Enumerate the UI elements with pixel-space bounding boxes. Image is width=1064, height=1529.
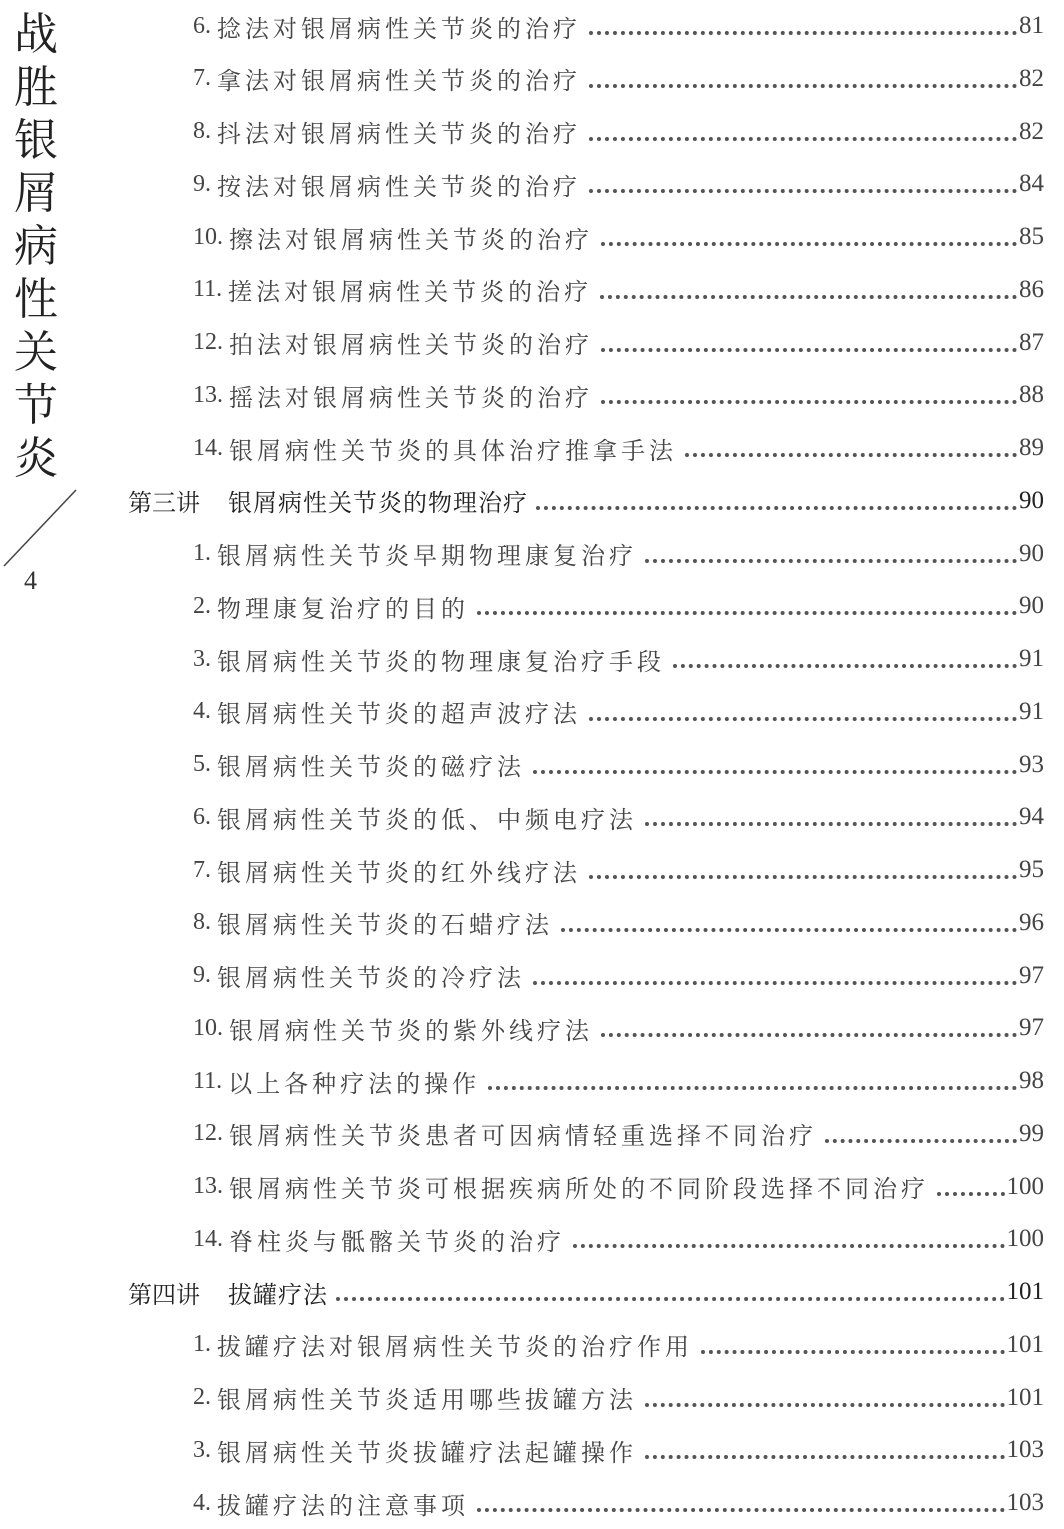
- toc-entry-number: 14.: [193, 434, 223, 461]
- dot-leader: [477, 611, 1017, 615]
- dot-leader: [536, 506, 1017, 510]
- dot-leader: [645, 1403, 1005, 1407]
- toc-entry[interactable]: [193, 270, 1044, 310]
- toc-entry[interactable]: [193, 797, 1044, 837]
- toc-entry[interactable]: [193, 692, 1044, 732]
- toc-entry-label: 拔罐疗法的注意事项: [217, 1493, 469, 1520]
- toc-entry[interactable]: [193, 6, 1044, 46]
- toc-entry-number: 5.: [193, 751, 211, 777]
- dot-leader: [573, 1244, 1005, 1248]
- toc-entry-number: 1.: [193, 540, 211, 566]
- toc-entry[interactable]: [193, 639, 1044, 679]
- toc-entry-number: 3.: [193, 1436, 211, 1463]
- toc-entry-page: 90: [1019, 486, 1044, 514]
- toc-entry-number: 12.: [193, 1120, 223, 1147]
- toc-entry-number: 13.: [193, 381, 223, 408]
- toc-entry-page: 91: [1019, 697, 1044, 725]
- toc-entry-label: 以上各种疗法的操作: [228, 1071, 481, 1098]
- dot-leader: [589, 137, 1017, 141]
- toc-entry-label: 银屑病性关节炎的紫外线疗法: [229, 1018, 593, 1045]
- toc-entry[interactable]: [193, 956, 1044, 996]
- toc-entry-number: 第三讲: [128, 490, 200, 518]
- toc-entry[interactable]: [193, 112, 1044, 152]
- toc-entry-label: 银屑病性关节炎适用哪些拔罐方法: [217, 1388, 637, 1414]
- toc-entry-label: 银屑病性关节炎早期物理康复治疗: [217, 544, 637, 570]
- toc-entry[interactable]: [193, 323, 1044, 363]
- toc-entry-page: 95: [1019, 856, 1044, 883]
- toc-entry[interactable]: [193, 1114, 1044, 1154]
- toc-entry-page: 90: [1019, 539, 1044, 567]
- toc-entry-number: 6.: [193, 803, 211, 830]
- book-title-char: 病: [14, 221, 58, 272]
- dot-leader: [533, 981, 1017, 985]
- toc-entry-label: 银屑病性关节炎的物理康复治疗手段: [217, 649, 665, 676]
- book-title-char: 炎: [14, 433, 58, 484]
- toc-entry-number: 2.: [193, 1384, 211, 1410]
- dot-leader: [601, 400, 1017, 404]
- toc-entry-page: 100: [1006, 1172, 1044, 1200]
- toc-entry[interactable]: [193, 745, 1044, 785]
- dot-leader: [645, 1455, 1005, 1459]
- toc-entry-page: 82: [1019, 64, 1044, 92]
- toc-entry-number: 11.: [193, 1067, 223, 1094]
- dot-leader: [601, 348, 1017, 352]
- toc-entry-number: 4.: [193, 698, 211, 725]
- dot-leader: [589, 717, 1017, 721]
- toc-entry-number: 1.: [193, 1331, 211, 1358]
- dot-leader: [673, 664, 1017, 668]
- toc-entry[interactable]: [193, 1219, 1044, 1259]
- dot-leader: [825, 1139, 1017, 1143]
- toc-entry-number: 6.: [193, 12, 211, 39]
- dot-leader: [561, 928, 1017, 932]
- toc-entry-label: 银屑病性关节炎的物理治疗: [228, 490, 528, 518]
- toc-entry-label: 银屑病性关节炎的石蜡疗法: [217, 913, 553, 940]
- book-title-char: 战: [14, 9, 58, 60]
- dot-leader: [600, 295, 1017, 299]
- toc-entry-page: 84: [1019, 170, 1044, 198]
- toc-entry-label: 拿法对银屑病性关节炎的治疗: [217, 69, 581, 96]
- toc-entry-label: 银屑病性关节炎的红外线疗法: [217, 860, 581, 887]
- toc-entry-number: 3.: [193, 645, 211, 672]
- dot-leader: [685, 453, 1017, 457]
- toc-entry-label: 物理康复治疗的目的: [217, 596, 469, 623]
- dot-leader: [589, 31, 1017, 35]
- dot-leader: [645, 822, 1017, 826]
- toc-entry[interactable]: [193, 59, 1044, 99]
- toc-entry[interactable]: [193, 534, 1044, 574]
- toc-entry-page: 99: [1019, 1119, 1044, 1147]
- toc-entry-label: 捻法对银屑病性关节炎的治疗: [217, 16, 581, 43]
- decorative-diagonal-line: [0, 480, 90, 580]
- toc-entry-label: 银屑病性关节炎的具体治疗推拿手法: [229, 438, 677, 465]
- toc-entry-page: 85: [1019, 223, 1044, 250]
- toc-entry-number: 第四讲: [128, 1281, 200, 1309]
- toc-entry-page: 87: [1019, 328, 1044, 356]
- toc-entry[interactable]: [193, 1430, 1044, 1470]
- toc-entry-label: 搓法对银屑病性关节炎的治疗: [228, 280, 593, 307]
- dot-leader: [589, 189, 1017, 193]
- toc-entry-page: 93: [1019, 750, 1044, 778]
- toc-entry[interactable]: [193, 1483, 1044, 1523]
- toc-entry[interactable]: [193, 375, 1044, 415]
- toc-chapter-entry[interactable]: [128, 481, 1044, 521]
- dot-leader: [336, 1297, 1005, 1301]
- toc-entry-label: 擦法对银屑病性关节炎的治疗: [229, 227, 593, 254]
- toc-entry-number: 10.: [193, 223, 223, 250]
- toc-chapter-entry[interactable]: [128, 1272, 1044, 1312]
- toc-entry-label: 抖法对银屑病性关节炎的治疗: [217, 122, 581, 148]
- toc-entry-label: 摇法对银屑病性关节炎的治疗: [229, 385, 593, 412]
- dot-leader: [937, 1192, 1005, 1196]
- toc-entry-label: 银屑病性关节炎拔罐疗法起罐操作: [217, 1440, 637, 1467]
- book-title-char: 银: [14, 115, 58, 166]
- toc-entry-number: 8.: [193, 118, 211, 144]
- toc-entry[interactable]: [193, 1008, 1044, 1048]
- toc-entry-page: 89: [1019, 434, 1044, 461]
- toc-entry-page: 88: [1019, 381, 1044, 409]
- toc-entry-number: 9.: [193, 962, 211, 988]
- toc-entry-page: 100: [1006, 1225, 1044, 1253]
- book-title-vertical: [8, 8, 64, 485]
- book-title-char: 屑: [14, 168, 58, 219]
- toc-entry-page: 98: [1019, 1067, 1044, 1094]
- toc-entry-number: 4.: [193, 1489, 211, 1516]
- dot-leader: [601, 1033, 1017, 1037]
- toc-entry-page: 86: [1019, 275, 1044, 303]
- book-title-char: 关: [14, 327, 58, 378]
- toc-entry-page: 97: [1019, 1014, 1044, 1042]
- toc-entry-label: 银屑病性关节炎的冷疗法: [217, 966, 525, 992]
- toc-entry-label: 脊柱炎与骶髂关节炎的治疗: [229, 1229, 565, 1256]
- toc-entry-label: 银屑病性关节炎的超声波疗法: [217, 702, 581, 729]
- toc-entry[interactable]: [193, 1167, 1044, 1207]
- toc-entry-number: 2.: [193, 592, 211, 619]
- dot-leader: [589, 875, 1017, 879]
- toc-entry-page: 103: [1006, 1489, 1044, 1516]
- toc-entry[interactable]: [193, 1378, 1044, 1418]
- toc-entry-number: 13.: [193, 1173, 223, 1199]
- toc-entry-label: 拔罐疗法: [228, 1281, 328, 1309]
- toc-entry-label: 按法对银屑病性关节炎的治疗: [217, 174, 581, 201]
- book-title-char: 性: [14, 274, 58, 325]
- toc-entry-number: 7.: [193, 856, 211, 883]
- running-title-sidebar: [8, 8, 68, 485]
- book-title-char: 胜: [14, 62, 58, 113]
- toc-entry[interactable]: [193, 217, 1044, 257]
- dot-leader: [601, 242, 1017, 246]
- toc-entry-number: 12.: [193, 329, 223, 355]
- toc-entry-label: 银屑病性关节炎可根据疾病所处的不同阶段选择不同治疗: [229, 1177, 929, 1203]
- dot-leader: [488, 1086, 1017, 1090]
- toc-entry-page: 90: [1019, 592, 1044, 620]
- toc-entry-page: 91: [1019, 645, 1044, 672]
- toc-entry[interactable]: [193, 1325, 1044, 1365]
- toc-entry-number: 9.: [193, 170, 211, 197]
- toc-entry-page: 101: [1006, 1383, 1044, 1411]
- toc-entry-page: 101: [1006, 1330, 1044, 1358]
- book-title-char: 节: [14, 380, 58, 431]
- toc-entry-number: 14.: [193, 1225, 223, 1252]
- toc-entry-page: 101: [1006, 1278, 1044, 1305]
- dot-leader: [589, 84, 1017, 88]
- toc-entry-page: 97: [1019, 961, 1044, 989]
- toc-entry[interactable]: [193, 586, 1044, 626]
- toc-entry[interactable]: [193, 903, 1044, 943]
- toc-entry[interactable]: [193, 850, 1044, 890]
- dot-leader: [645, 559, 1017, 563]
- toc-entry-label: 银屑病性关节炎的磁疗法: [217, 755, 525, 781]
- dot-leader: [477, 1508, 1005, 1512]
- toc-entry-label: 拔罐疗法对银屑病性关节炎的治疗作用: [217, 1335, 693, 1362]
- toc-entry[interactable]: [193, 164, 1044, 204]
- toc-entry-page: 82: [1019, 117, 1044, 145]
- toc-entry-number: 8.: [193, 909, 211, 936]
- dot-leader: [533, 770, 1017, 774]
- toc-entry[interactable]: [193, 1061, 1044, 1101]
- page-number: 4: [24, 566, 37, 595]
- toc-entry-page: 96: [1019, 908, 1044, 936]
- toc-entry-label: 银屑病性关节炎的低、中频电疗法: [217, 807, 637, 834]
- toc-entry-page: 103: [1006, 1436, 1044, 1464]
- toc-entry-number: 7.: [193, 65, 211, 92]
- toc-entry-page: 94: [1019, 803, 1044, 831]
- toc-entry-number: 11.: [193, 276, 223, 303]
- toc-entry-page: 81: [1019, 12, 1044, 39]
- toc-entry-label: 拍法对银屑病性关节炎的治疗: [229, 333, 593, 359]
- toc-entry-label: 银屑病性关节炎患者可因病情轻重选择不同治疗: [229, 1124, 817, 1151]
- toc-entry-number: 10.: [193, 1014, 223, 1041]
- toc-entry[interactable]: [193, 428, 1044, 468]
- dot-leader: [701, 1350, 1005, 1354]
